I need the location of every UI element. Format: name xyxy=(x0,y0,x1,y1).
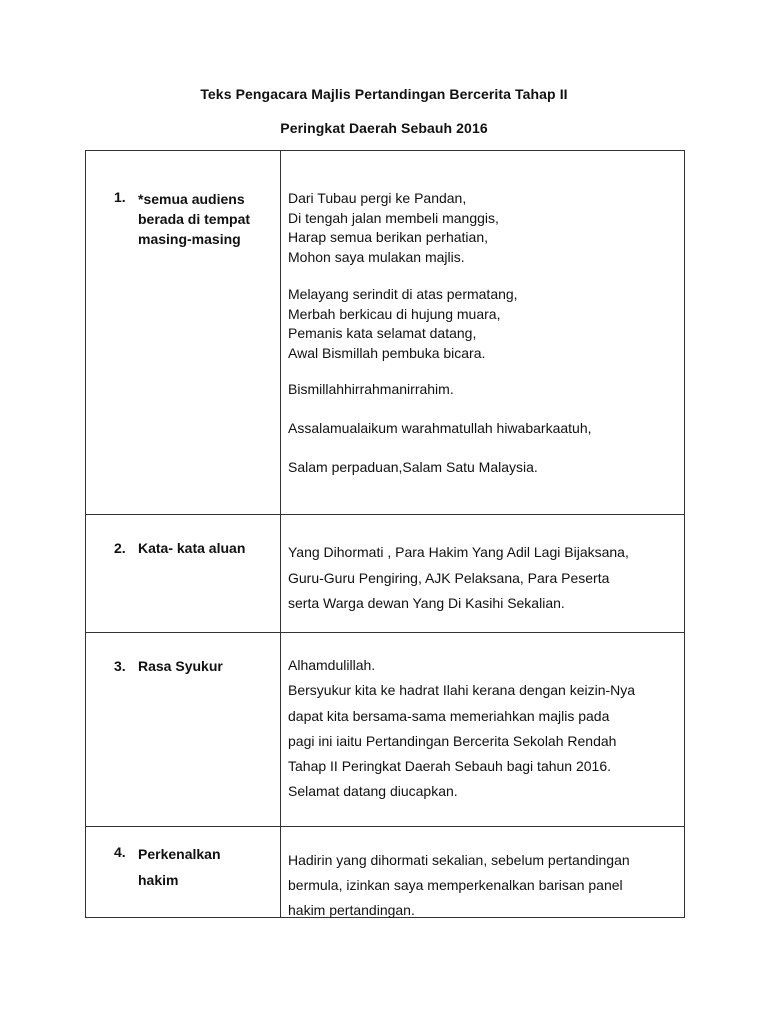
column-divider xyxy=(280,151,281,917)
text-line: Alhamdulillah. xyxy=(288,657,376,673)
document-subtitle: Peringkat Daerah Sebauh 2016 xyxy=(280,120,488,136)
bismillah-text: Bismillahhirrahmanirrahim. xyxy=(288,381,454,397)
row-number: 4. xyxy=(114,844,126,860)
pantun-line: Dari Tubau pergi ke Pandan, xyxy=(288,190,467,206)
document-title: Teks Pengacara Majlis Pertandingan Bercerita Tahap II xyxy=(200,86,568,102)
row-label-line: Rasa Syukur xyxy=(138,658,223,674)
pantun-line: Pemanis kata selamat datang, xyxy=(288,325,477,341)
row-divider xyxy=(86,632,684,633)
text-line: Tahap II Peringkat Daerah Sebauh bagi tahun 2016. xyxy=(288,758,612,775)
text-line: Bersyukur kita ke hadrat Ilahi kerana dengan keizin-Nya xyxy=(288,682,636,699)
row-label-line: masing-masing xyxy=(138,231,241,247)
program-table xyxy=(85,150,685,918)
row-label xyxy=(138,841,273,893)
row-number: 2. xyxy=(114,540,126,556)
salam-text: Assalamualaikum warahmatullah hiwabarkaatuh, xyxy=(288,420,592,436)
syukur-text xyxy=(288,653,680,805)
row-label xyxy=(138,189,273,249)
pantun-line: Di tengah jalan membeli manggis, xyxy=(288,209,499,226)
pantun-line: Merbah berkicau di hujung muara, xyxy=(288,305,501,322)
pantun-stanza-2 xyxy=(288,285,680,363)
text-line: pagi ini iaitu Pertandingan Bercerita Sekolah Rendah xyxy=(288,732,617,749)
row-divider xyxy=(86,826,684,827)
row-label-line: Perkenalkan xyxy=(138,846,221,862)
row-label-line: berada di tempat xyxy=(138,211,251,227)
hakim-text xyxy=(288,848,680,923)
row-number: 1. xyxy=(114,189,126,205)
row-label xyxy=(138,540,273,556)
text-line: bermula, izinkan saya memperkenalkan barisan panel xyxy=(288,877,623,893)
row-label-line: hakim xyxy=(138,872,179,888)
salam-perpaduan-text: Salam perpaduan,Salam Satu Malaysia. xyxy=(288,459,538,475)
row-label-line: Kata- kata aluan xyxy=(138,540,246,556)
aluan-text xyxy=(288,540,680,617)
text-line: Hadirin yang dihormati sekalian, sebelum pertandingan xyxy=(288,852,630,868)
text-line: Selamat datang diucapkan. xyxy=(288,783,458,800)
row-number: 3. xyxy=(114,658,126,674)
pantun-line: Awal Bismillah pembuka bicara. xyxy=(288,344,486,361)
text-line: Yang Dihormati , Para Hakim Yang Adil Lagi Bijaksana, xyxy=(288,544,629,560)
text-line: hakim pertandingan. xyxy=(288,902,415,918)
text-line: serta Warga dewan Yang Di Kasihi Sekalian. xyxy=(288,595,565,611)
pantun-line: Melayang serindit di atas permatang, xyxy=(288,286,518,302)
pantun-stanza-1 xyxy=(288,189,680,267)
pantun-line: Harap semua berikan perhatian, xyxy=(288,229,489,245)
text-line: dapat kita bersama-sama memeriahkan majlis pada xyxy=(288,707,610,724)
row-divider xyxy=(86,514,684,515)
row-label-line: *semua audiens xyxy=(138,191,245,207)
row-label xyxy=(138,658,273,674)
pantun-line: Mohon saya mulakan majlis. xyxy=(288,248,465,265)
text-line: Guru-Guru Pengiring, AJK Pelaksana, Para Peserta xyxy=(288,569,610,586)
